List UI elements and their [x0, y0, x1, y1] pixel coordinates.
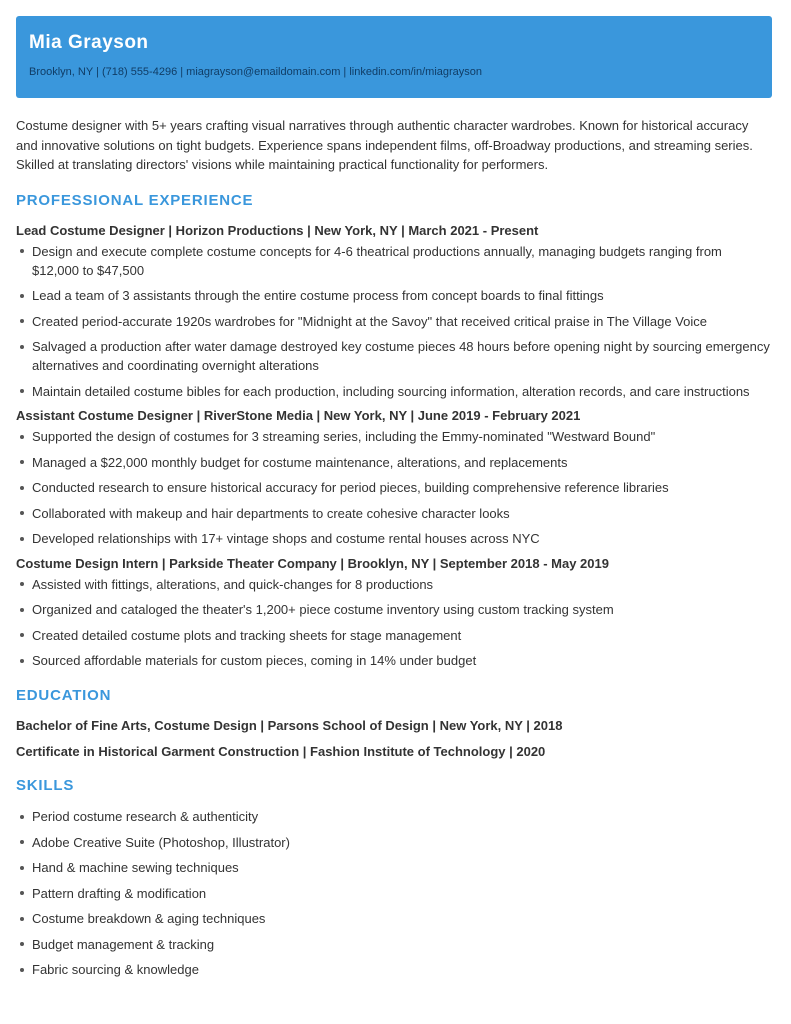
job-bullet: Managed a $22,000 monthly budget for costume maintenance, alterations, and replacements: [16, 453, 772, 472]
skill-item: Fabric sourcing & knowledge: [16, 960, 772, 979]
job-heading: Lead Costume Designer | Horizon Productions | New York, NY | March 2021 - Present: [16, 222, 539, 238]
skills-section: [16, 777, 772, 979]
job-entry: [16, 555, 772, 671]
job-bullet: Supported the design of costumes for 3 streaming series, including the Emmy-nominated "Westward Bound": [16, 427, 772, 446]
job-bullet: Created detailed costume plots and tracking sheets for stage management: [16, 626, 772, 645]
skill-item: Hand & machine sewing techniques: [16, 858, 772, 877]
skill-item: Costume breakdown & aging techniques: [16, 909, 772, 928]
education-item: Certificate in Historical Garment Construction | Fashion Institute of Technology | 2020: [16, 744, 546, 759]
job-bullet: Organized and cataloged the theater's 1,200+ piece costume inventory using custom tracking system: [16, 600, 772, 619]
education-item: Bachelor of Fine Arts, Costume Design | Parsons School of Design | New York, NY | 2018: [16, 718, 563, 733]
job-bullets: [16, 242, 772, 401]
contact-info: Brooklyn, NY | (718) 555-4296 | miagrayson@emaildomain.com | linkedin.com/in/miagrayson: [29, 66, 483, 78]
job-bullets: [16, 427, 772, 548]
job-heading: Costume Design Intern | Parkside Theater Company | Brooklyn, NY | September 2018 - May 2019: [16, 555, 609, 571]
job-bullet: Created period-accurate 1920s wardrobes for "Midnight at the Savoy" that received critical praise in The Village Voice: [16, 312, 772, 331]
job-bullet: Salvaged a production after water damage destroyed key costume pieces 48 hours before opening night by sourcing emergency alternatives and coordinating overnight alterations: [16, 337, 772, 375]
education-section: [16, 687, 772, 760]
skills-list: [16, 807, 772, 979]
job-bullet: Maintain detailed costume bibles for each production, including sourcing information, alteration records, and care instructions: [16, 382, 772, 401]
job-bullet: Design and execute complete costume concepts for 4-6 theatrical productions annually, managing budgets ranging from $12,000 to $47,500: [16, 242, 772, 280]
skills-section-title: SKILLS: [16, 777, 75, 794]
job-entry: [16, 407, 772, 548]
job-bullet: Developed relationships with 17+ vintage shops and costume rental houses across NYC: [16, 529, 772, 548]
job-entry: [16, 222, 772, 401]
skill-item: Period costume research & authenticity: [16, 807, 772, 826]
education-section-title: EDUCATION: [16, 687, 112, 704]
candidate-name: Mia Grayson: [29, 32, 149, 53]
job-heading: Assistant Costume Designer | RiverStone Media | New York, NY | June 2019 - February 2021: [16, 408, 581, 423]
experience-section: [16, 192, 772, 671]
resume-header: [16, 16, 772, 98]
job-bullet: Assisted with fittings, alterations, and quick-changes for 8 productions: [16, 575, 772, 594]
summary-paragraph: Costume designer with 5+ years crafting visual narratives through authentic character wardrobes. Known for historical accuracy and innovative solutions on tight budgets. Experience spans independent films, off-Broadway productions, and streaming series. Skilled at translating directors' visions while maintaining practical functionality for performers.: [16, 118, 753, 172]
job-bullet: Conducted research to ensure historical accuracy for period pieces, building comprehensive reference libraries: [16, 478, 772, 497]
job-bullet: Lead a team of 3 assistants through the entire costume process from concept boards to final fittings: [16, 286, 772, 305]
job-bullets: [16, 575, 772, 671]
job-bullet: Sourced affordable materials for custom pieces, coming in 14% under budget: [16, 651, 772, 670]
skill-item: Adobe Creative Suite (Photoshop, Illustrator): [16, 833, 772, 852]
skill-item: Budget management & tracking: [16, 935, 772, 954]
resume-body: [16, 116, 772, 986]
skill-item: Pattern drafting & modification: [16, 884, 772, 903]
experience-section-title: PROFESSIONAL EXPERIENCE: [16, 191, 254, 209]
job-bullet: Collaborated with makeup and hair departments to create cohesive character looks: [16, 504, 772, 523]
